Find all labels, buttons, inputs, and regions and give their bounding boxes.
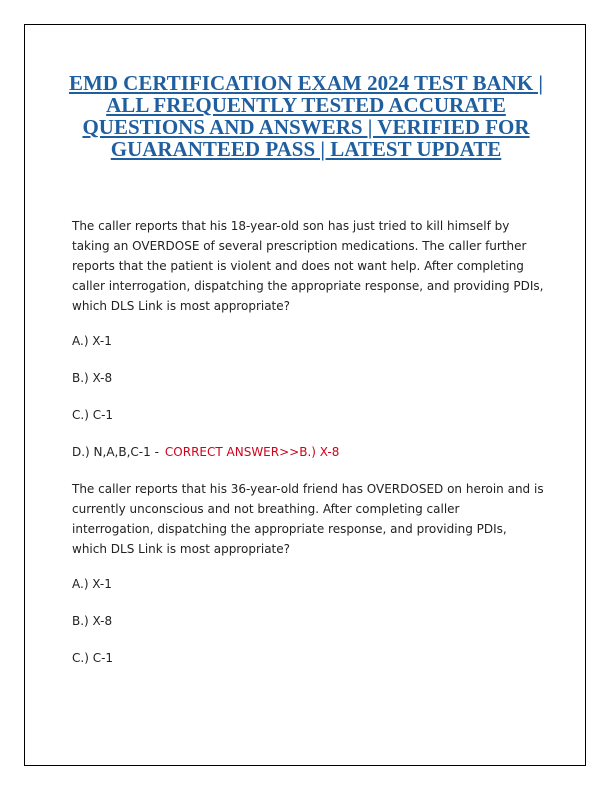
question-2-option-a: A.) X-1 [72,577,112,591]
question-2-text: The caller reports that his 36-year-old friend has OVERDOSED on heroin and is currently unconscious and not breathing. After completing caller interrogation, dispatching the appropriate response, and providing PDIs, which DLS Link is most appropriate? [72,482,544,556]
document-title-link[interactable]: EMD CERTIFICATION EXAM 2024 TEST BANK | ALL FREQUENTLY TESTED ACCURATE QUESTIONS AND ANSWERS | VERIFIED FOR GUARANTEED PASS | LATEST UPDATE [68,71,544,161]
question-2-option-c: C.) C-1 [72,651,114,665]
question-1-correct-answer: CORRECT ANSWER>>B.) X-8 [164,445,340,459]
question-1-option-d-label: D.) N,A,B,C-1 - [72,445,159,459]
question-1-option-d [72,442,544,462]
question-1-option-b: B.) X-8 [72,371,113,385]
document-body [72,216,544,685]
question-1-text: The caller reports that his 18-year-old son has just tried to kill himself by taking an OVERDOSE of several prescription medications. The caller further reports that the patient is violent and does not want help. After completing caller interrogation, dispatching the appropriate response, and providing PDIs, which DLS Link is most appropriate? [72,219,544,313]
question-2-option-b: B.) X-8 [72,614,113,628]
question-1-option-a: A.) X-1 [72,334,112,348]
question-1-option-c: C.) C-1 [72,408,114,422]
